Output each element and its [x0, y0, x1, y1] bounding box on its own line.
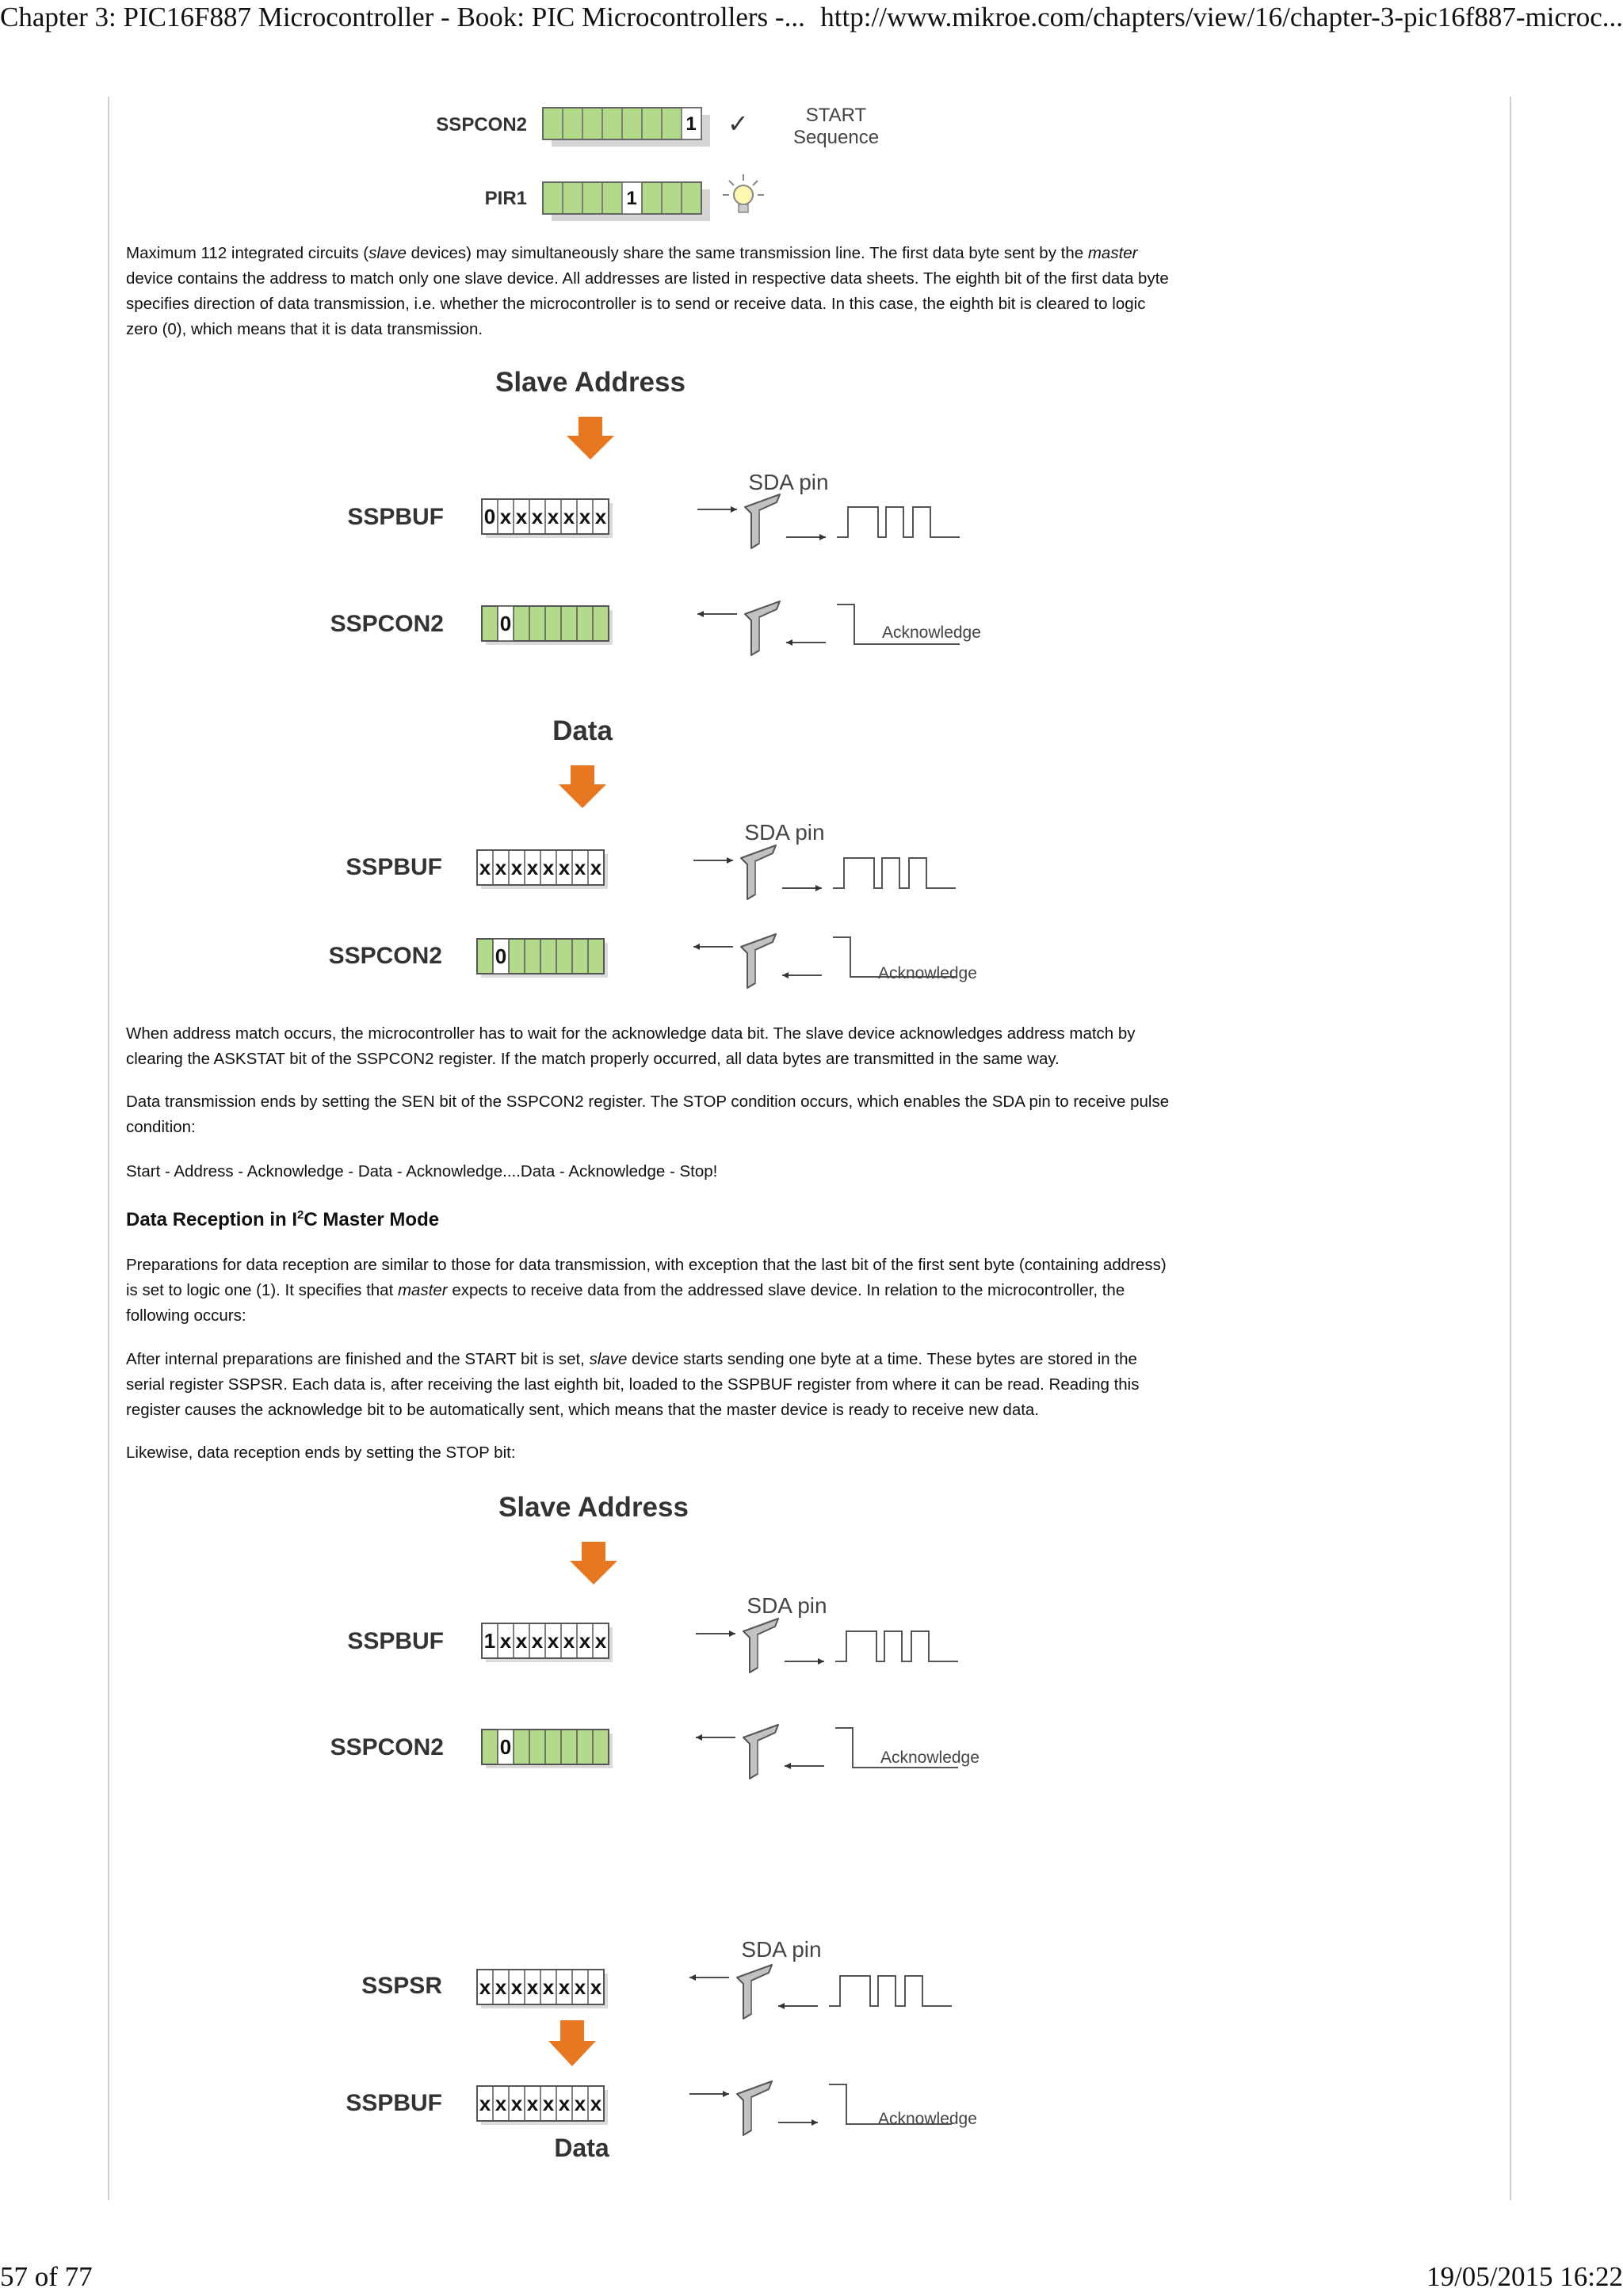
- register-bit: x: [510, 1975, 523, 1999]
- register-bit: x: [579, 1629, 591, 1653]
- register-bit: x: [594, 505, 607, 528]
- register-bit: x: [479, 1975, 491, 1999]
- sspcon2-register-label: SSPCON2: [436, 114, 527, 135]
- sspcon2-register-label: SSPCON2: [330, 611, 444, 637]
- register-bit: x: [579, 505, 591, 528]
- sspbuf-register-label: SSPBUF: [347, 1628, 444, 1654]
- acknowledge-label: Acknowledge: [878, 2110, 977, 2128]
- p5-text-2: expects to receive data from the addressed slave device. In relation to the microcontroller, the following occurs:: [126, 1281, 1125, 1325]
- register-bit: x: [526, 2092, 539, 2115]
- register-bit: x: [590, 856, 602, 879]
- sspbuf-register-label: SSPBUF: [347, 504, 444, 530]
- sda-pin-label: SDA pin: [748, 470, 829, 494]
- sspcon2-sen-bit: 1: [685, 113, 697, 135]
- rx-slave-address-figure: [301, 1489, 1014, 1806]
- sda-pin-out-icon: [693, 845, 956, 899]
- sspbuf-register: [482, 499, 613, 538]
- figure-title: Slave Address: [498, 1492, 689, 1523]
- start-label: START: [805, 105, 867, 126]
- down-arrow-icon: [559, 765, 606, 808]
- p1-italic-slave: slave: [369, 244, 407, 262]
- p6-text-2: device starts sending one byte at a time. These bytes are stored in the serial register SSPSR. Each data is, after receiving the last eighth bit, loaded to the SSPBUF register from where it can be read. Reading this register causes the acknowledge bit to be automatically sent, which means that the master device is ready to receive new data.: [126, 1350, 1140, 1419]
- register-bit: x: [558, 2092, 571, 2115]
- pir1-register: [543, 182, 710, 221]
- pir1-sspif-bit: 1: [626, 188, 637, 209]
- sspbuf-register: [477, 850, 608, 889]
- register-bit: x: [495, 1975, 507, 1999]
- paragraph-reception-process: [126, 1347, 1180, 1423]
- register-bit: x: [542, 1975, 555, 1999]
- print-datetime: 19/05/2015 16:22: [1426, 2261, 1623, 2292]
- p1-text-3: device contains the address to match only one slave device. All addresses are listed in respective data sheets. The eighth bit of the first data byte specifies direction of data transmission, i.e. whether the microcontroller is to send or receive data. In this case, the eighth bit is cleared to logic zero (0), which means that it is data transmission.: [126, 269, 1169, 338]
- register-bit: x: [594, 1629, 607, 1653]
- data-label: Data: [554, 2134, 609, 2162]
- heading-superscript: 2: [297, 1208, 304, 1222]
- register-bit: x: [479, 2092, 491, 2115]
- register-bit: x: [526, 1975, 539, 1999]
- pir1-register-label: PIR1: [484, 188, 527, 209]
- print-header-title: Chapter 3: PIC16F887 Microcontroller - Book: PIC Microcontrollers -...: [0, 2, 805, 32]
- register-bit: x: [531, 505, 544, 528]
- sspsr-register: [477, 1970, 608, 2008]
- register-bit: x: [558, 856, 571, 879]
- register-bit: x: [590, 1975, 602, 1999]
- register-bit: x: [526, 856, 539, 879]
- tx-data-figure: [301, 713, 1014, 1006]
- print-footer: [0, 2260, 1623, 2294]
- register-bit: x: [547, 505, 559, 528]
- p1-text-1: Maximum 112 integrated circuits (: [126, 244, 369, 262]
- check-mark-icon: ✓: [727, 109, 749, 138]
- register-bit: x: [495, 856, 507, 879]
- paragraph-slave-devices: [126, 241, 1180, 342]
- sspbuf-register-label: SSPBUF: [346, 2090, 442, 2116]
- register-bit: x: [558, 1975, 571, 1999]
- register-bit: x: [542, 856, 555, 879]
- register-bit: x: [510, 2092, 523, 2115]
- sspbuf-register: [482, 1623, 613, 1662]
- sspcon2-register-label: SSPCON2: [328, 943, 442, 969]
- p1-italic-master: master: [1087, 244, 1138, 262]
- sspsr-register-label: SSPSR: [361, 1973, 442, 1999]
- heading-text-post: C Master Mode: [304, 1209, 440, 1230]
- register-bit: x: [531, 1629, 544, 1653]
- heading-text-pre: Data Reception in I: [126, 1209, 298, 1230]
- paragraph-sequence: Start - Address - Acknowledge - Data - Acknowledge....Data - Acknowledge - Stop!: [126, 1162, 718, 1180]
- sspcon2-register: [543, 108, 710, 147]
- page-left-border: [108, 97, 109, 2200]
- sspcon2-register: [482, 1730, 613, 1768]
- register-bit: 0: [499, 1735, 512, 1759]
- register-bit: x: [499, 505, 512, 528]
- register-bit: x: [590, 2092, 602, 2115]
- register-bit: 0: [495, 944, 507, 968]
- p1-text-2: devices) may simultaneously share the same transmission line. The first data byte sent by the: [406, 244, 1088, 262]
- page-right-border: [1510, 97, 1511, 2200]
- figure-title: Slave Address: [495, 367, 685, 398]
- sequence-label: Sequence: [792, 127, 880, 148]
- register-bit: x: [510, 856, 523, 879]
- down-arrow-icon: [567, 417, 614, 460]
- acknowledge-label: Acknowledge: [878, 964, 977, 982]
- sda-pin-in-icon: [689, 1965, 952, 2019]
- paragraph-transmission-ends: Data transmission ends by setting the SEN bit of the SSPCON2 register. The STOP condition occurs, which enables the SDA pin to receive pulse condition:: [126, 1093, 1170, 1136]
- down-arrow-icon: [548, 2020, 596, 2066]
- paragraph-address-match: When address match occurs, the microcontroller has to wait for the acknowledge data bit. The slave device acknowledges address match by clearing the ASKSTAT bit of the SSPCON2 register. If the match properly occurred, all data bytes are transmitted in the same way.: [126, 1024, 1136, 1068]
- register-bit: 0: [499, 612, 512, 635]
- register-bit: x: [563, 505, 575, 528]
- register-bit: x: [563, 1629, 575, 1653]
- register-bit: x: [515, 1629, 528, 1653]
- register-bit: x: [479, 856, 491, 879]
- sspcon2-register: [477, 939, 608, 978]
- register-bit: x: [547, 1629, 559, 1653]
- register-bit: 1: [483, 1629, 496, 1653]
- tx-slave-address-figure: [301, 364, 1014, 681]
- sda-pin-label: SDA pin: [744, 820, 825, 845]
- register-bit: x: [499, 1629, 512, 1653]
- print-header: [0, 0, 1623, 40]
- sda-pin-out-icon: [696, 1619, 958, 1672]
- paragraph-reception-ends: Likewise, data reception ends by setting the STOP bit:: [126, 1444, 516, 1462]
- rx-data-figure: [301, 1917, 1014, 2171]
- start-sequence-figure: [412, 95, 888, 230]
- sspcon2-register: [482, 606, 613, 645]
- sspcon2-register-label: SSPCON2: [330, 1734, 444, 1760]
- sda-pin-label: SDA pin: [741, 1937, 822, 1962]
- figure-title: Data: [552, 715, 613, 746]
- register-bit: x: [515, 505, 528, 528]
- down-arrow-icon: [570, 1542, 617, 1585]
- sspbuf-register: [477, 2086, 608, 2125]
- register-bit: x: [542, 2092, 555, 2115]
- sspbuf-register-label: SSPBUF: [346, 854, 442, 880]
- register-bit: 0: [483, 505, 496, 528]
- p5-italic-master: master: [397, 1281, 448, 1299]
- page-number: 57 of 77: [0, 2261, 93, 2292]
- sda-pin-label: SDA pin: [747, 1593, 827, 1618]
- section-heading: [126, 1208, 439, 1231]
- sda-pin-out-icon: [697, 494, 960, 548]
- p5-text-1: Preparations for data reception are similar to those for data transmission, with exception that the last bit of the first sent byte (containing address) is set to logic one (1). It specifies that: [126, 1256, 1167, 1299]
- acknowledge-label: Acknowledge: [880, 1749, 980, 1767]
- light-bulb-icon: [723, 174, 764, 212]
- paragraph-reception-preparations: [126, 1253, 1180, 1329]
- register-bit: x: [574, 2092, 586, 2115]
- p6-italic-slave: slave: [589, 1350, 628, 1368]
- acknowledge-label: Acknowledge: [882, 624, 981, 642]
- register-bit: x: [574, 1975, 586, 1999]
- register-bit: x: [495, 2092, 507, 2115]
- register-bit: x: [574, 856, 586, 879]
- print-header-url: http://www.mikroe.com/chapters/view/16/chapter-3-pic16f887-microc...: [820, 2, 1623, 32]
- p6-text-1: After internal preparations are finished and the START bit is set,: [126, 1350, 590, 1368]
